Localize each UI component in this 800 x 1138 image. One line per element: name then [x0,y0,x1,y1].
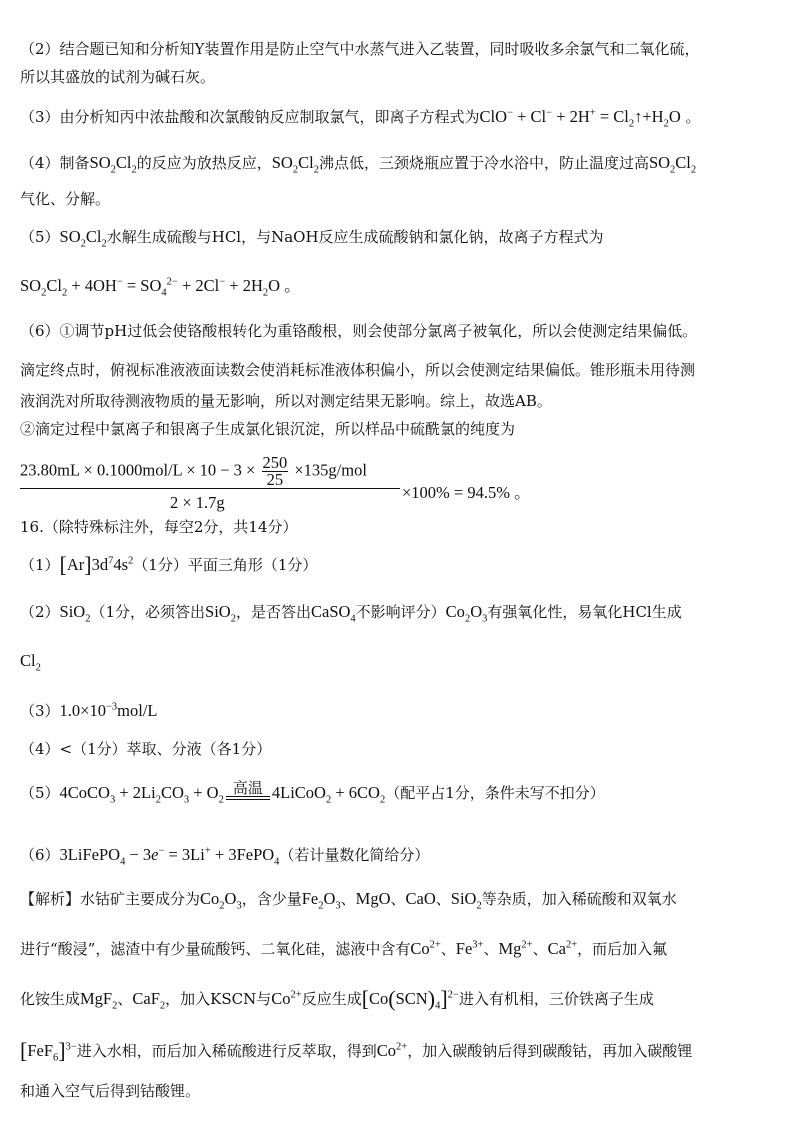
answer-5-line-1: $(5)SO_2Cl_2$水解生成硫酸与HCl，与NaOH反应生成硫酸钠和氯化钠，故离子方程式为 [20,227,604,250]
q16-answer-2-line-1: （2）SiO$_2$（1分，必须答出SiO$_2$，是否答出CaSO$_4$不影响评分）$Co_2O_3$有强氧化性，易氧化HCl生成 [20,602,682,625]
q16-answer-2-line-2: $Cl_2$ [20,651,41,674]
q16-answer-1: $(1)[Ar]3d^74s^2(1$分）平面三角形（1分） [20,552,318,577]
answer-6-line-1: （6）①调节pH过低会使铬酸根转化为重铬酸根，则会使部分氯离子被氧化，所以会使测定结果偏低。 [20,322,698,340]
reaction-condition: 高温 [226,780,270,804]
answer-2-line-1: （2）结合题已知和分析知Y装置作用是防止空气中水蒸气进入乙装置，同时吸收多余氯气和二氧化硫， [20,40,700,58]
analysis-line-3: 化铵生成MgF$_2$、CaF$_2$，加入KSCN与$Co^{2+}$反应生成$[Co(SCN)_4]^{2-}$进入有机相，三价铁离子生成 [20,986,654,1012]
q16-answer-3: $(3)1.0\times 10^{-3}mol/L$ [20,701,158,720]
formula-numerator: 23.80mL × 0.1000mol/L × 10 − 3 × $\frac{250}{25}$ ×135g/mol [20,453,367,489]
formula-inner-fraction: $\frac{250}{25}$ [262,453,288,489]
answer-4-line-1: （4）制备$SO_2Cl_2$的反应为放热反应，$SO_2Cl_2$沸点低，三颈烧瓶应置于冷水浴中，防止温度过高$SO_2Cl_2$ [20,153,697,176]
answer-3-line: （3）由分析知丙中浓盐酸和次氯酸钠反应制取氯气，即离子方程式为$ClO^- + Cl^- + 2H^+ = Cl_2↑+H_2O$ 。 [20,107,701,130]
formula-result: ×100% = 94.5% 。 [402,483,531,502]
fraction-bar [20,488,400,489]
answer-6-line-3: 液润洗对所取待测液物质的量无影响，所以对测定结果无影响。综上，故选AB。 [20,392,552,410]
q16-answer-6: （6）3LiFePO$_4$ − 3e− = 3Li+ + 3FePO$_4$（若计量数化简给分） [20,845,430,868]
formula-denominator: 2 × 1.7g [170,493,225,512]
question-16-header: 16.（除特殊标注外，每空2分，共14分） [20,518,298,536]
analysis-line-2: 进行“酸浸”，滤渣中有少量硫酸钙、二氧化硅，滤液中含有$Co^{2+}$、$Fe^{3+}$、$Mg^{2+}$、$Ca^{2+}$，而后加入氟 [20,939,668,958]
answer-5-equation: $SO_2Cl_2 + 4OH^- = SO_4^{2-} + 2Cl^- + 2H_2O$ 。 [20,276,301,299]
answer-4-line-2: 气化、分解。 [20,190,111,208]
answer-6-line-4: ②滴定过程中氯离子和银离子生成氯化银沉淀，所以样品中硫酰氯的纯度为 [20,420,516,438]
q16-answer-5: （5）4CoCO$_3$ + $2Li_2CO_3 + O_2$ 高温 4LiCoO$_2$ + $6CO_2$（配平占1分，条件未写不扣分） [20,779,605,806]
q16-answer-4: （4）<（1分）萃取、分液（各1分） [20,740,272,758]
answer-6-line-2: 滴定终点时，俯视标准液液面读数会使消耗标准液体积偏小，所以会使测定结果偏低。锥形瓶未用待测 [20,361,696,379]
analysis-line-5: 和通入空气后得到钴酸锂。 [20,1082,201,1100]
analysis-line-1: 【解析】水钴矿主要成分为$Co_2O_3$，含少量$Fe_2O_3$、MgO、CaO、SiO$_2$等杂质，加入稀硫酸和双氧水 [20,889,677,912]
analysis-line-4: $[FeF_6]^{3-}$进入水相，而后加入稀硫酸进行反萃取，得到$Co^{2+}$，加入碳酸钠后得到碳酸钴，再加入碳酸锂 [20,1038,693,1064]
answer-2-line-2: 所以其盛放的试剂为碱石灰。 [20,68,216,86]
